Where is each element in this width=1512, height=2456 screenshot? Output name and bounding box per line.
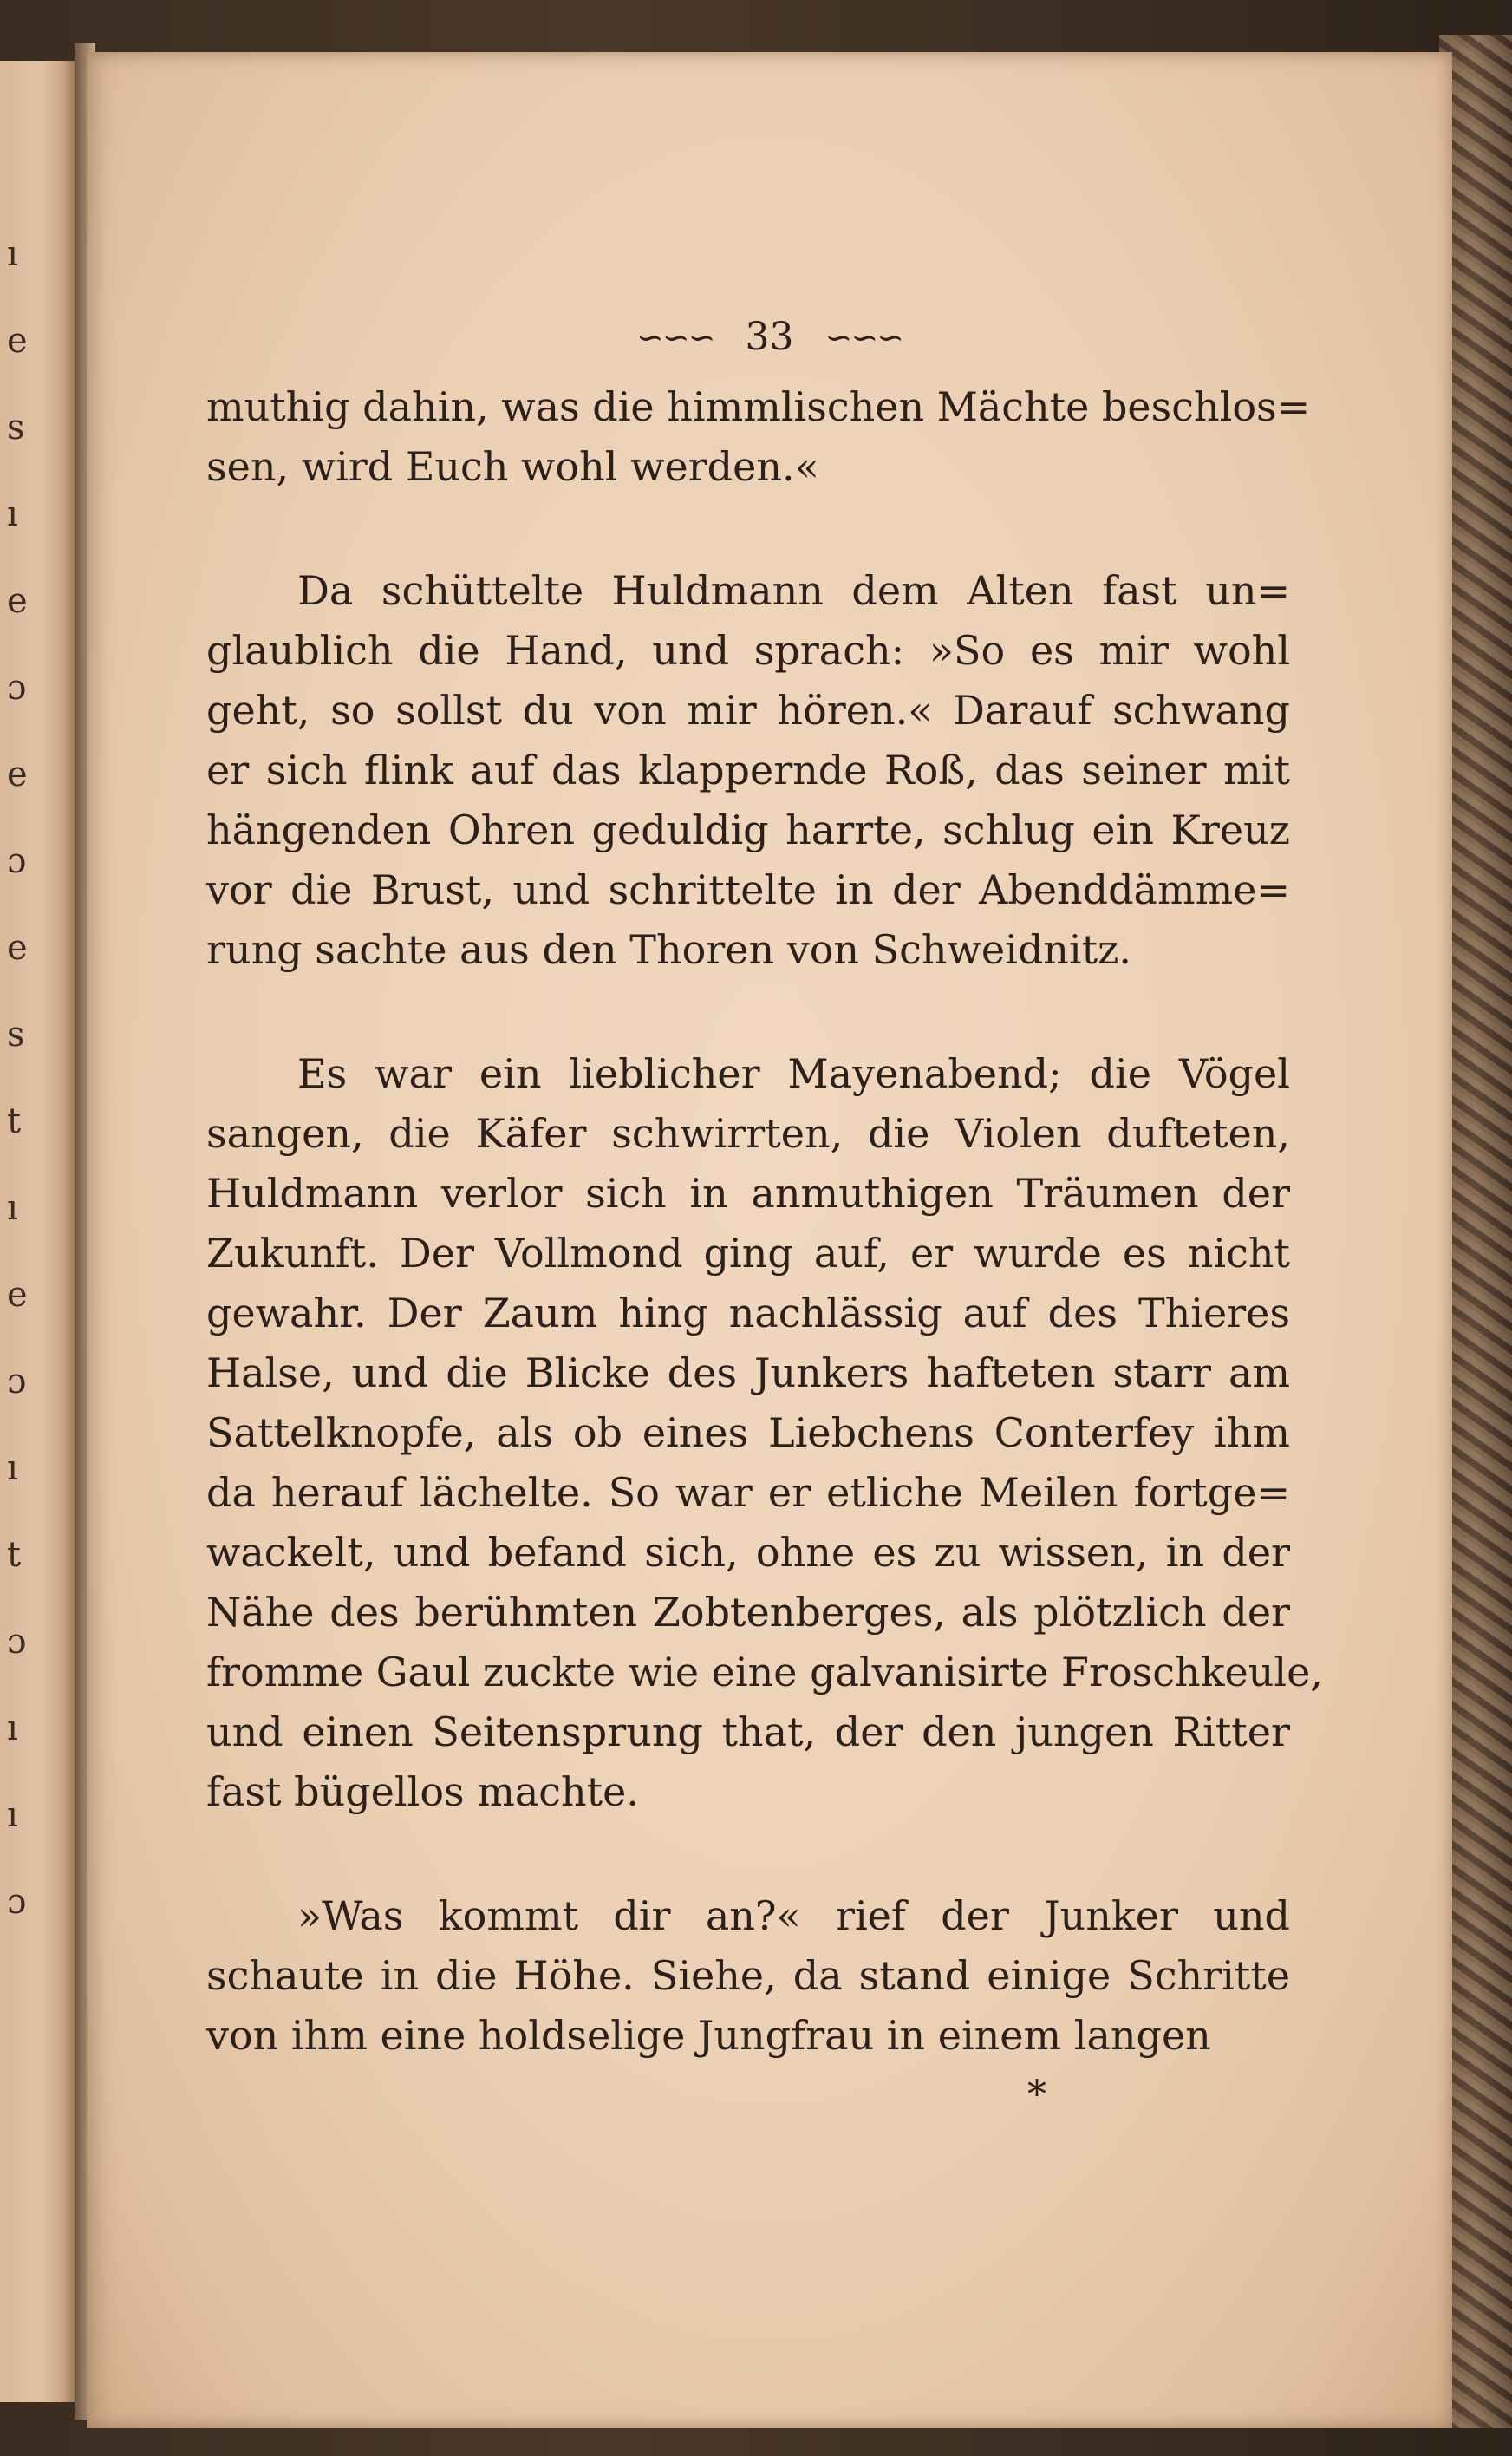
paragraph xyxy=(206,1044,1323,1822)
page-number: 33 xyxy=(745,315,794,359)
text-line: und einen Seitensprung that, der den jungen Ritter xyxy=(206,1708,1290,1755)
facing-page-fragment: ı xyxy=(7,1708,18,1748)
facing-page-fragment: t xyxy=(7,1101,22,1141)
facing-page-fragment: ɔ xyxy=(7,1882,27,1922)
text-line: vor die Brust, und schrittelte in der Abenddämme= xyxy=(206,866,1290,913)
facing-page-fragment: ɔ xyxy=(7,668,27,708)
text-line: Sattelknopfe, als ob eines Liebchens Conterfey ihm xyxy=(206,1409,1290,1456)
facing-page-fragment: t xyxy=(7,1535,22,1575)
header-ornament-right: ∽∽∽ xyxy=(824,317,903,356)
facing-page-fragment: ɔ xyxy=(7,841,27,881)
text-line: glaublich die Hand, und sprach: »So es mir wohl xyxy=(206,627,1290,674)
text-line: sen, wird Euch wohl werden.« xyxy=(206,443,819,490)
page-header xyxy=(87,312,1452,359)
facing-page-fragment: ı xyxy=(7,1795,18,1835)
facing-page-fragment: e xyxy=(7,581,28,621)
facing-page-fragment: s xyxy=(7,1015,25,1055)
text-line: »Was kommt dir an?« rief der Junker und xyxy=(297,1892,1290,1939)
text-line: Nähe des berühmten Zobtenberges, als plötzlich der xyxy=(206,1589,1290,1636)
text-line: fast bügellos machte. xyxy=(206,1768,640,1815)
facing-page-fragment: s xyxy=(7,408,25,447)
text-line: wackelt, und befand sich, ohne es zu wissen, in der xyxy=(206,1529,1290,1576)
text-line: sangen, die Käfer schwirrten, die Violen dufteten, xyxy=(206,1110,1290,1157)
facing-page-fragment: ı xyxy=(7,234,18,274)
body-text xyxy=(206,377,1323,2066)
facing-page-fragment: ɔ xyxy=(7,1622,27,1662)
facing-page-fragment: ı xyxy=(7,494,18,534)
text-line: hängenden Ohren geduldig harrte, schlug ein Kreuz xyxy=(206,807,1290,853)
facing-page-fragment: ı xyxy=(7,1448,18,1488)
paragraph-gap xyxy=(206,1822,1290,1886)
facing-page-fragment: e xyxy=(7,754,28,794)
text-line: schaute in die Höhe. Siehe, da stand einige Schritte xyxy=(206,1952,1290,1999)
text-line: gewahr. Der Zaum hing nachlässig auf des Thieres xyxy=(206,1290,1290,1336)
facing-page-fragment: ɔ xyxy=(7,1362,27,1401)
text-line: muthig dahin, was die himmlischen Mächte beschlos= xyxy=(206,383,1311,430)
text-line: fromme Gaul zuckte wie eine galvanisirte Froschkeule, xyxy=(206,1649,1323,1695)
paragraph-gap xyxy=(206,980,1290,1044)
text-line: er sich flink auf das klappernde Roß, das seiner mit xyxy=(206,747,1290,794)
header-ornament-left: ∽∽∽ xyxy=(635,317,714,356)
facing-page-edge xyxy=(0,61,75,2402)
book-page xyxy=(87,52,1452,2428)
paragraph xyxy=(206,1886,1290,2066)
facing-page-fragment: e xyxy=(7,928,28,968)
text-line: Huldmann verlor sich in anmuthigen Träumen der xyxy=(206,1170,1290,1217)
text-line: Es war ein lieblicher Mayenabend; die Vögel xyxy=(297,1050,1290,1097)
text-line: Da schüttelte Huldmann dem Alten fast un= xyxy=(297,567,1290,614)
text-line: geht, so sollst du von mir hören.« Darauf schwang xyxy=(206,687,1290,734)
text-line: Halse, und die Blicke des Junkers hafteten starr am xyxy=(206,1349,1290,1396)
signature-mark: * xyxy=(1027,2073,1046,2117)
paragraph-gap xyxy=(206,497,1290,561)
facing-page-fragment: e xyxy=(7,1275,28,1315)
text-line: Zukunft. Der Vollmond ging auf, er wurde es nicht xyxy=(206,1230,1290,1277)
text-line: von ihm eine holdselige Jungfrau in einem langen xyxy=(206,2012,1211,2059)
paragraph xyxy=(206,377,1311,497)
text-line: rung sachte aus den Thoren von Schweidnitz. xyxy=(206,926,1131,973)
facing-page-fragment: ı xyxy=(7,1188,18,1228)
facing-page-fragment: e xyxy=(7,321,28,361)
paragraph xyxy=(206,561,1290,980)
text-line: da herauf lächelte. So war er etliche Meilen fortge= xyxy=(206,1469,1290,1516)
